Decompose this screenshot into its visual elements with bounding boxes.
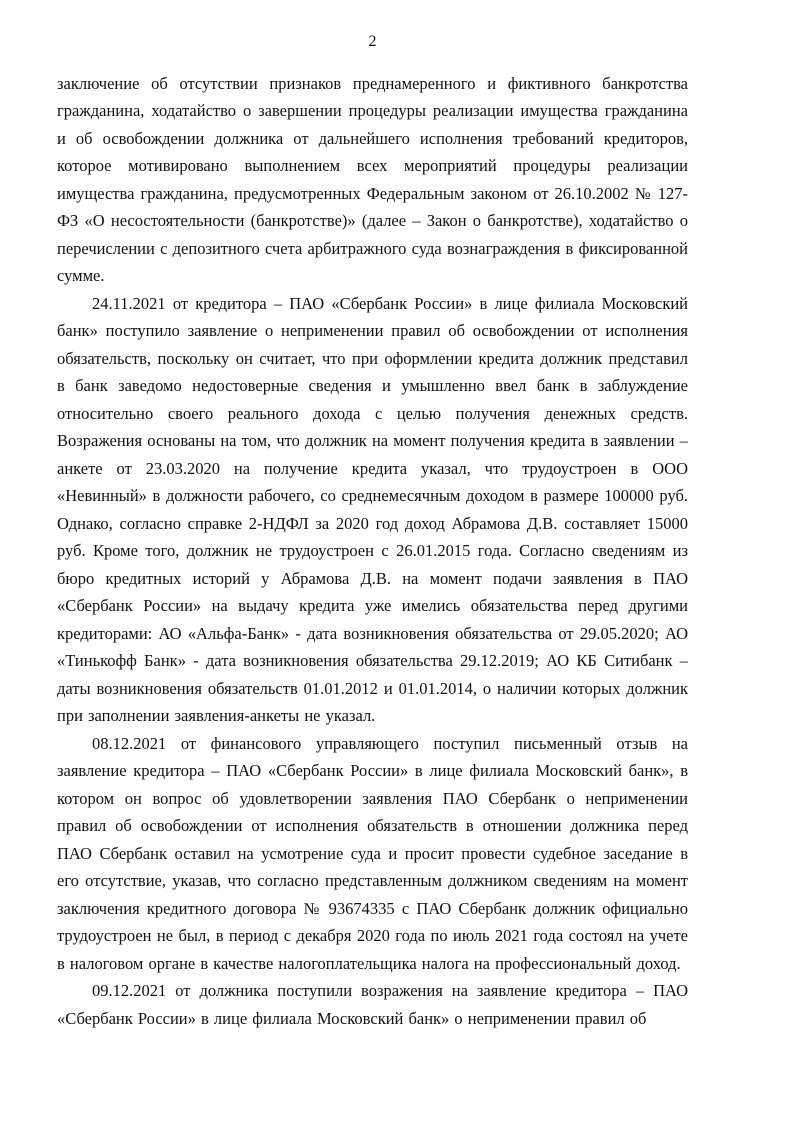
document-body	[57, 70, 688, 1033]
paragraph-debtor-objections: 09.12.2021 от должника поступили возражения на заявление кредитора – ПАО «Сбербанк России» в лице филиала Московский банк» о неприменении правил об	[57, 981, 688, 1028]
paragraph-continuation: заключение об отсутствии признаков преднамеренного и фиктивного банкротства гражданина, ходатайство о завершении процедуры реализации имущества гражданина и об освобождении должника от дальнейшего исполнения требований кредиторов, которое мотивировано выполнением всех мероприятий процедуры реализации имущества гражданина, предусмотренных Федеральным законом от 26.10.2002 № 127-ФЗ «О несостоятельности (банкротстве)» (далее – Закон о банкротстве), ходатайство о перечислении с депозитного счета арбитражного суда вознаграждения в фиксированной сумме.	[57, 73, 688, 285]
page-number: 2	[368, 33, 377, 50]
paragraph-creditor-statement: 24.11.2021 от кредитора – ПАО «Сбербанк России» в лице филиала Московский банк» поступило заявление о неприменении правил об освобождении от исполнения обязательств, поскольку он считает, что при оформлении кредита должник представил в банк заведомо недостоверные сведения и умышленно ввел банк в заблуждение относительно своего реального дохода с целью получения денежных средств. Возражения основаны на том, что должник на момент получения кредита в заявлении – анкете от 23.03.2020 на получение кредита указал, что трудоустроен в ООО «Невинный» в должности рабочего, со среднемесячным доходом в размере 100000 руб. Однако, согласно справке 2-НДФЛ за 2020 год доход Абрамова Д.В. составляет 15000 руб. Кроме того, должник не трудоустроен с 26.01.2015 года. Согласно сведениям из бюро кредитных историй у Абрамова Д.В. на момент подачи заявления в ПАО «Сбербанк России» на выдачу кредита уже имелись обязательства перед другими кредиторами: АО «Альфа-Банк» - дата возникновения обязательства от 29.05.2020; АО «Тинькофф Банк» - дата возникновения обязательства 29.12.2019; АО КБ Ситибанк – даты возникновения обязательств 01.01.2012 и 01.01.2014, о наличии которых должник при заполнении заявления-анкеты не указал.	[57, 293, 688, 725]
paragraph-financial-manager-response: 08.12.2021 от финансового управляющего поступил письменный отзыв на заявление кредитора – ПАО «Сбербанк России» в лице филиала Московский банк», в котором он вопрос об удовлетворении заявления ПАО Сбербанк о неприменении правил об освобождении от исполнения обязательств в отношении должника перед ПАО Сбербанк оставил на усмотрение суда и просит провести судебное заседание в его отсутствие, указав, что согласно представленным должником сведениям на момент заключения кредитного договора № 93674335 с ПАО Сбербанк должник официально трудоустроен не был, в период с декабря 2020 года по июль 2021 года состоял на учете в налоговом органе в качестве налогоплательщика налога на профессиональный доход.	[57, 733, 688, 973]
